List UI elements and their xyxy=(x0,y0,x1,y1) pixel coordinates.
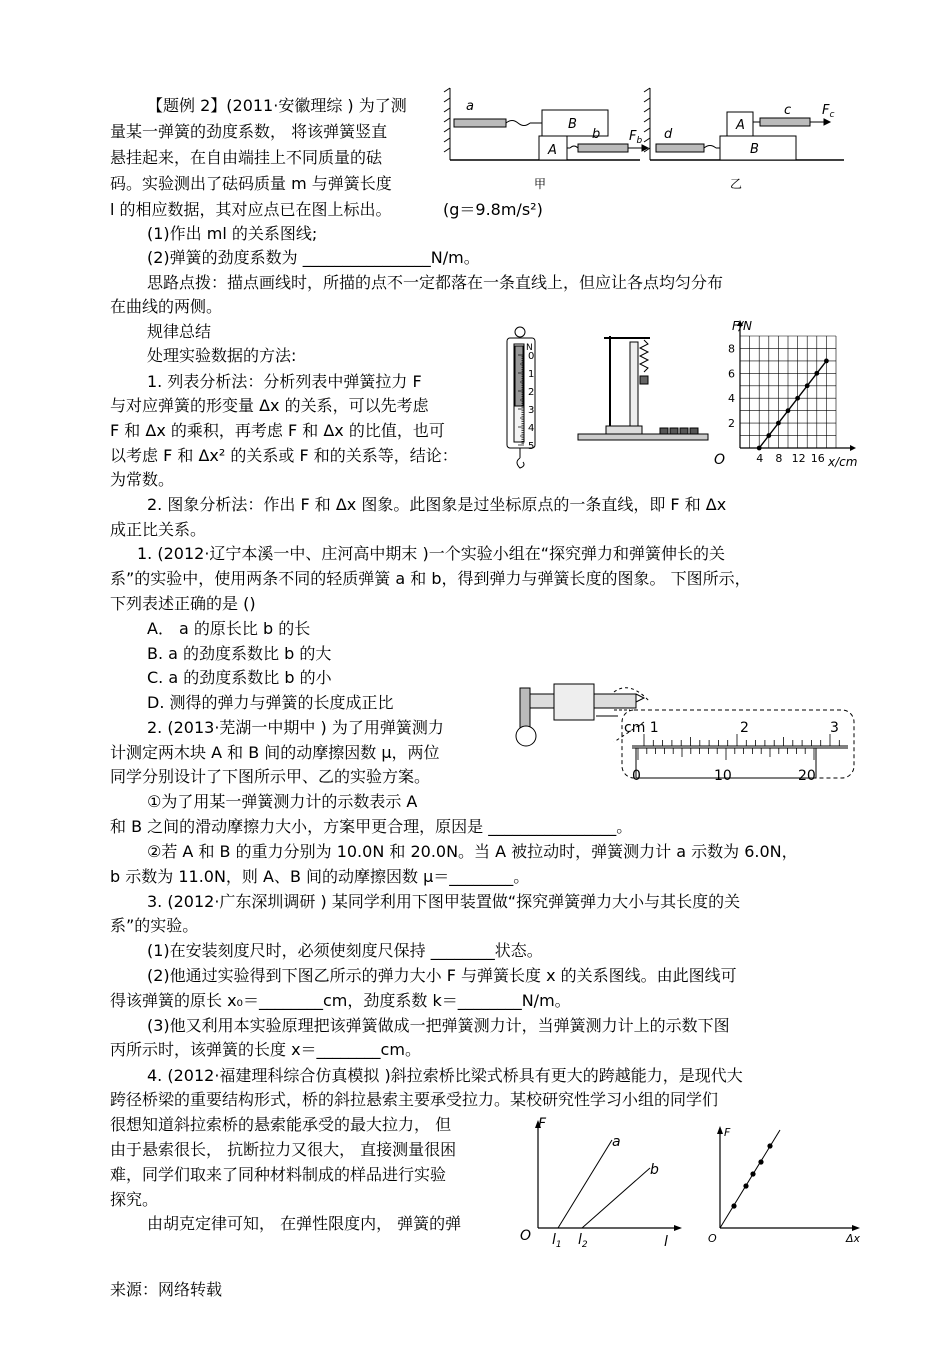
f-dx-graph xyxy=(702,1124,868,1250)
x-tick-label: 16 xyxy=(810,452,825,465)
text-line: (3)他又利用本实验原理把该弹簧做成一把弹簧测力计，当弹簧测力计上的示数下图 xyxy=(147,1016,730,1035)
meter-tick-label: 0 xyxy=(528,351,535,362)
source-line: 来源：网络转载 xyxy=(110,1280,223,1299)
text-line: 和 B 之间的滑动摩擦力大小，方案甲更合理，原因是 ________________。 xyxy=(110,817,633,836)
text-line: 很想知道斜拉索桥的悬索能承受的最大拉力， 但 xyxy=(110,1115,452,1134)
text-line: 同学分别设计了下图所示甲、乙的实验方案。 xyxy=(110,767,431,786)
text-line: b 示数为 11.0N，则 A、B 间的动摩擦因数 μ＝________。 xyxy=(110,867,530,886)
text-line: (1)在安装刻度尺时，必须使刻度尺保持 ________状态。 xyxy=(147,941,543,960)
vernier-caliper-figure xyxy=(504,680,856,792)
iron-stand-figure xyxy=(576,326,711,446)
data-point xyxy=(786,408,791,413)
caliper-main-label: 3 xyxy=(830,720,839,736)
x-tick-label: 12 xyxy=(791,452,806,465)
text-line: 2. 图象分析法：作出 F 和 Δx 图象。此图象是过坐标原点的一条直线，即 F 和 Δx xyxy=(147,495,727,514)
meter-tick-label: 3 xyxy=(528,405,535,416)
text-line: 【题例 2】(2011·安徽理综 ) 为了测 xyxy=(147,96,407,115)
fl-origin: O xyxy=(520,1228,532,1244)
text-line: 系”的实验中，使用两条不同的轻质弹簧 a 和 b，得到弹力与弹簧长度的图象。 下图所示， xyxy=(110,569,751,588)
text-line: ②若 A 和 B 的重力分别为 10.0N 和 20.0N。当 A 被拉动时，弹簧测力计 a 示数为 6.0N， xyxy=(147,842,798,861)
text-line: 探究。 xyxy=(110,1190,159,1209)
text-line: 1. 列表分析法：分析列表中弹簧拉力 F xyxy=(147,372,422,391)
data-point xyxy=(776,421,781,426)
text-line: 系”的实验。 xyxy=(110,916,199,935)
text-line: (g＝9.8m/s²) xyxy=(443,200,543,219)
label-B-jia: B xyxy=(568,117,577,132)
caliper-vernier-label: 10 xyxy=(714,768,732,784)
data-point xyxy=(757,446,762,451)
data-point xyxy=(814,371,819,376)
y-tick-label: 6 xyxy=(728,367,735,381)
label-A-yi: A xyxy=(736,118,745,133)
f-x-chart xyxy=(710,316,860,472)
text-line: 在曲线的两侧。 xyxy=(110,297,223,316)
text-line: 悬挂起来，在自由端挂上不同质量的砝 xyxy=(110,148,383,167)
fl-a: a xyxy=(612,1134,621,1150)
text-line: 得该弹簧的原长 x₀＝________cm，劲度系数 k＝________N/m。 xyxy=(110,991,571,1010)
fl-l: l xyxy=(664,1234,668,1250)
text-line: ①为了用某一弹簧测力计的示数表示 A xyxy=(147,792,418,811)
x-axis-arrow xyxy=(850,445,856,451)
text-line: 与对应弹簧的形变量 Δx 的关系，可以先考虑 xyxy=(110,396,429,415)
text-line: (2)弹簧的劲度系数为 ________________N/m。 xyxy=(147,248,480,267)
meter-tick-label: 4 xyxy=(528,423,535,434)
label-A-jia: A xyxy=(548,143,557,158)
caliper-main-label: 2 xyxy=(740,720,749,736)
text-line: 为常数。 xyxy=(110,470,175,489)
text-line: 1. (2012·辽宁本溪一中、庄河高中期末 )一个实验小组在“探究弹力和弹簧伸长的关 xyxy=(137,544,726,563)
fl-b: b xyxy=(650,1162,659,1178)
label-a: a xyxy=(466,99,474,114)
y-tick-label: 8 xyxy=(728,342,735,356)
text-line: C. a 的劲度系数比 b 的小 xyxy=(147,668,332,687)
fl-F: F xyxy=(538,1116,547,1132)
text-line: 4. (2012·福建理科综合仿真模拟 )斜拉索桥比梁式桥具有更大的跨越能力，是现代大 xyxy=(147,1066,743,1085)
text-line: 码。实验测出了砝码质量 m 与弹簧长度 xyxy=(110,174,392,193)
text-line: 由胡克定律可知， 在弹性限度内， 弹簧的弹 xyxy=(147,1214,462,1233)
text-line: 以考虑 F 和 Δx² 的关系或 F 和的关系等，结论： xyxy=(110,446,458,465)
data-point xyxy=(805,383,810,388)
caliper-vernier-label: 0 xyxy=(632,768,641,784)
text-line: (1)作出 ml 的关系图线; xyxy=(147,224,318,243)
text-line: A． a 的原长比 b 的长 xyxy=(147,619,311,638)
fl-l1: $l_1$ xyxy=(552,1232,562,1250)
text-line: 丙所示时，该弹簧的长度 x＝________cm。 xyxy=(110,1040,421,1059)
fdx-origin: O xyxy=(708,1232,717,1245)
text-line: 计测定两木块 A 和 B 间的动摩擦因数 μ，两位 xyxy=(110,743,440,762)
fx-origin: O xyxy=(714,452,726,468)
label-b: b xyxy=(592,127,601,142)
fl-l2: $l_2$ xyxy=(578,1232,588,1250)
caliper-main-label: cm 1 xyxy=(624,720,659,736)
text-line: 2. (2013·芜湖一中期中 ) 为了用弹簧测力 xyxy=(147,718,444,737)
data-point xyxy=(766,433,771,438)
caliper-vernier-label: 20 xyxy=(798,768,816,784)
data-point xyxy=(824,358,829,363)
spring-balance-figure xyxy=(498,326,548,470)
text-line: 规律总结 xyxy=(147,322,212,341)
text-line: l 的相应数据，其对应点已在图上标出。 xyxy=(110,200,392,219)
text-line: 由于悬索很长， 抗断拉力又很大， 直接测量很困 xyxy=(110,1140,457,1159)
fx-ylabel: F/N xyxy=(732,319,752,333)
text-line: 下列表述正确的是 () xyxy=(110,594,256,613)
f-l-graph xyxy=(516,1118,686,1254)
text-line: B. a 的劲度系数比 b 的大 xyxy=(147,644,332,663)
label-jia: 甲 xyxy=(534,177,547,191)
label-yi: 乙 xyxy=(730,177,743,191)
label-c: c xyxy=(784,103,792,118)
fdx-F: F xyxy=(724,1126,731,1139)
y-tick-label: 4 xyxy=(728,392,735,406)
text-line: (2)他通过实验得到下图乙所示的弹力大小 F 与弹簧长度 x 的关系图线。由此图线可 xyxy=(147,966,737,985)
label-B-yi: B xyxy=(750,142,759,157)
meter-tick-label: 1 xyxy=(528,369,535,380)
label-d: d xyxy=(664,127,673,142)
label-Fc: $F_c$ xyxy=(822,103,835,120)
fx-xlabel: x/cm xyxy=(828,455,858,469)
text-line: F 和 Δx 的乘积，再考虑 F 和 Δx 的比值，也可 xyxy=(110,421,445,440)
text-line: 量某一弹簧的劲度系数， 将该弹簧竖直 xyxy=(110,122,388,141)
text-line: 3. (2012·广东深圳调研 ) 某同学利用下图甲装置做“探究弹簧弹力大小与其长度的关 xyxy=(147,892,741,911)
text-line: D. 测得的弹力与弹簧的长度成正比 xyxy=(147,693,394,712)
meter-tick-label: 5 xyxy=(528,441,535,452)
label-Fb: $F_b$ xyxy=(629,129,643,146)
text-line: 难，同学们取来了同种材料制成的样品进行实验 xyxy=(110,1165,447,1184)
text-line: 跨径桥梁的重要结构形式，桥的斜拉悬索主要承受拉力。某校研究性学习小组的同学们 xyxy=(110,1090,719,1109)
text-line: 处理实验数据的方法: xyxy=(147,346,297,365)
x-tick-label: 4 xyxy=(756,452,764,465)
y-tick-label: 2 xyxy=(728,417,735,431)
text-line: 思路点拨：描点画线时，所描的点不一定都落在一条直线上，但应让各点均匀分布 xyxy=(147,273,724,292)
friction-setup-figure xyxy=(444,88,854,198)
unit-N: N xyxy=(526,343,533,353)
text-line: 成正比关系。 xyxy=(110,520,207,539)
data-point xyxy=(795,396,800,401)
fdx-dx: Δx xyxy=(846,1232,861,1245)
meter-tick-label: 2 xyxy=(528,387,535,398)
x-tick-label: 8 xyxy=(775,452,783,465)
